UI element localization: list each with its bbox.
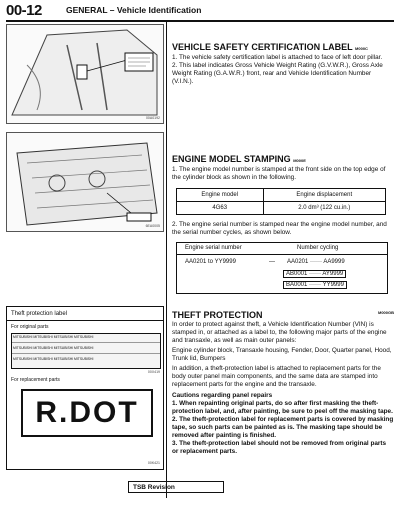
theft-label-figure — [6, 306, 164, 470]
label-figure-title: Theft protection label — [11, 311, 68, 317]
figure-code: 00K421 — [147, 461, 160, 465]
header-rule — [6, 20, 394, 22]
theft-paragraph: In order to protect against theft, a Vehicle Identification Number (VIN) is stamped in, or attached as a label to, the following major parts of the engine and transaxle, as well as main outer panels: — [172, 321, 387, 344]
serial-header: Number cycling — [297, 245, 339, 251]
page-number: 00-12 — [6, 2, 42, 19]
column-divider — [166, 22, 167, 498]
label-brand-line: MITSUBISHI MITSUBISHI MITSUBISHI MITSUBISHI — [13, 335, 94, 339]
serial-divider — [177, 254, 387, 255]
original-parts-caption: For original parts — [11, 324, 49, 330]
theft-paragraph: In addition, a theft-protection label is attached to replacement parts for the body outer panel main components, and the same data are stamped into replacement parts for the engine and the transaxle. — [172, 365, 381, 388]
figure-code: 6EA0005 — [145, 224, 160, 228]
vscl-code: M000C — [355, 46, 368, 51]
tsb-revision-box: TSB Revision — [128, 481, 224, 493]
engine-item-1: 1. The engine model number is stamped at the front side on the top edge of the cylinder block as shown in the following. — [172, 166, 386, 181]
serial-dash: — — [269, 259, 275, 265]
table-header: Engine displacement — [263, 189, 385, 202]
caution-item: 2. The theft-protection label for replacement parts is covered by masking tape, so such parts can be painted as is. The masking tape should be removed after painting is finished. — [172, 416, 394, 439]
vscl-heading — [172, 42, 394, 52]
label-brand-line: MITSUBISHI MITSUBISHI MITSUBISHI MITSUBISHI — [13, 346, 94, 350]
cautions-heading: Cautions regarding panel repairs — [172, 392, 273, 399]
vscl-item: 2. This label indicates Gross Vehicle Weight Rating (G.V.W.R.), Gross Axle Weight Rating (G.A.W.R.) front, rear and Vehicle Identification Number (V.I.N.). — [172, 62, 383, 85]
original-label-sample — [11, 333, 161, 369]
engine-block-figure — [6, 132, 164, 232]
serial-header: Engine serial number — [185, 245, 242, 251]
vscl-item: 1. The vehicle safety certification label is attached to face of left door pillar. — [172, 54, 383, 61]
door-pillar-figure — [6, 24, 164, 124]
replacement-parts-caption: For replacement parts — [11, 377, 60, 383]
theft-paragraph: Engine cylinder block, Transaxle housing, Fender, Door, Quarter panel, Hood, Trunk lid, Bumpers — [172, 347, 392, 362]
engine-section — [172, 154, 394, 294]
cycling-row: AA0201 ······ AA9999 — [287, 259, 345, 265]
engine-heading — [172, 154, 394, 164]
serial-range: AA0201 to YY9999 — [185, 259, 236, 265]
cycling-row: AB0001 ······ AY9999 — [283, 270, 346, 278]
page-header-title: GENERAL – Vehicle Identification — [66, 5, 202, 15]
radot-text: R.DOT — [35, 396, 139, 429]
figure-code: 00A0192 — [145, 116, 160, 120]
engine-title: ENGINE MODEL STAMPING — [172, 154, 291, 164]
vscl-title: VEHICLE SAFETY CERTIFICATION LABEL — [172, 42, 353, 52]
cycling-row: BA0001 ······ YY9999 — [283, 281, 347, 289]
caution-item: 3. The theft-protection label should not be removed from original parts or replacement parts. — [172, 440, 387, 455]
vscl-section — [172, 42, 394, 86]
table-header: Engine model — [177, 189, 264, 202]
theft-title: THEFT PROTECTION — [172, 310, 263, 320]
engine-code: M000E — [293, 158, 306, 163]
table-cell: 4G63 — [177, 202, 264, 215]
engine-block-illustration — [7, 133, 163, 231]
theft-heading — [172, 310, 394, 320]
caution-item: 1. When repainting original parts, do so after first masking the theft-protection label, and, after painting, be sure to peel off the masking tape. — [172, 400, 393, 415]
label-brand-line: MITSUBISHI MITSUBISHI MITSUBISHI MITSUBISHI — [13, 357, 94, 361]
theft-section — [172, 310, 394, 456]
serial-number-box — [176, 242, 388, 294]
figure-code: 00X419 — [147, 370, 160, 374]
engine-model-table — [176, 188, 386, 215]
radot-label-sample — [21, 389, 153, 437]
engine-item-2: 2. The engine serial number is stamped near the engine model number, and the serial number cycles, as shown below. — [172, 221, 387, 236]
table-cell: 2.0 dm³ (122 cu.in.) — [263, 202, 385, 215]
door-pillar-illustration — [7, 25, 163, 123]
theft-code: M000GB — [377, 310, 394, 315]
label-title-divider — [7, 320, 163, 321]
